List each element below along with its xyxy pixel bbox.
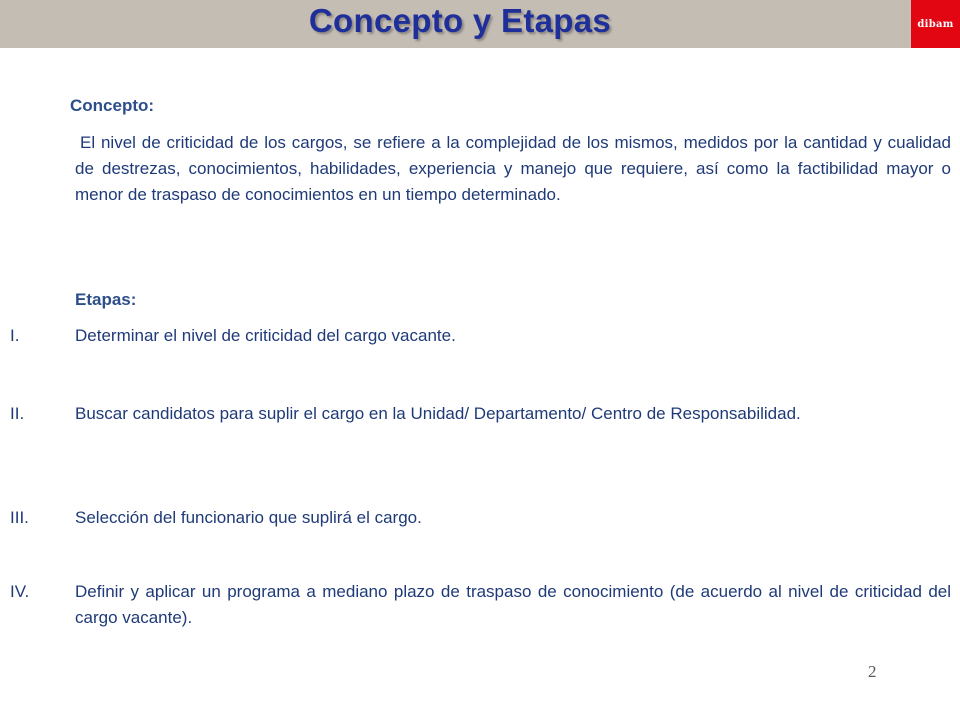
concepto-paragraph: El nivel de criticidad de los cargos, se refiere a la complejidad de los mismos, medidos por la cantidad y cualidad de destrezas, conocimientos, habilidades, experiencia y manejo que requiere, así como la factibilidad mayor o menor de traspaso de conocimientos en un tiempo determinado. bbox=[75, 133, 951, 204]
etapas-heading: Etapas: bbox=[75, 290, 137, 309]
slide-title: Concepto y Etapas bbox=[308, 2, 612, 39]
etapa-number: IV. bbox=[10, 582, 30, 601]
page-number: 2 bbox=[868, 662, 877, 681]
etapa-number: II. bbox=[10, 404, 25, 423]
etapa-text: Definir y aplicar un programa a mediano plazo de traspaso de conocimiento (de acuerdo al nivel de criticidad del cargo vacante). bbox=[75, 582, 951, 627]
etapa-number: III. bbox=[10, 508, 29, 527]
etapa-text: Determinar el nivel de criticidad del cargo vacante. bbox=[75, 326, 456, 345]
etapa-text: Selección del funcionario que suplirá el cargo. bbox=[75, 508, 422, 527]
dibam-logo bbox=[911, 0, 960, 48]
logo-text: dibam bbox=[917, 18, 954, 30]
etapa-number: I. bbox=[10, 326, 20, 345]
concepto-heading: Concepto: bbox=[70, 96, 155, 115]
etapa-text: Buscar candidatos para suplir el cargo en la Unidad/ Departamento/ Centro de Responsabilidad. bbox=[75, 404, 801, 423]
